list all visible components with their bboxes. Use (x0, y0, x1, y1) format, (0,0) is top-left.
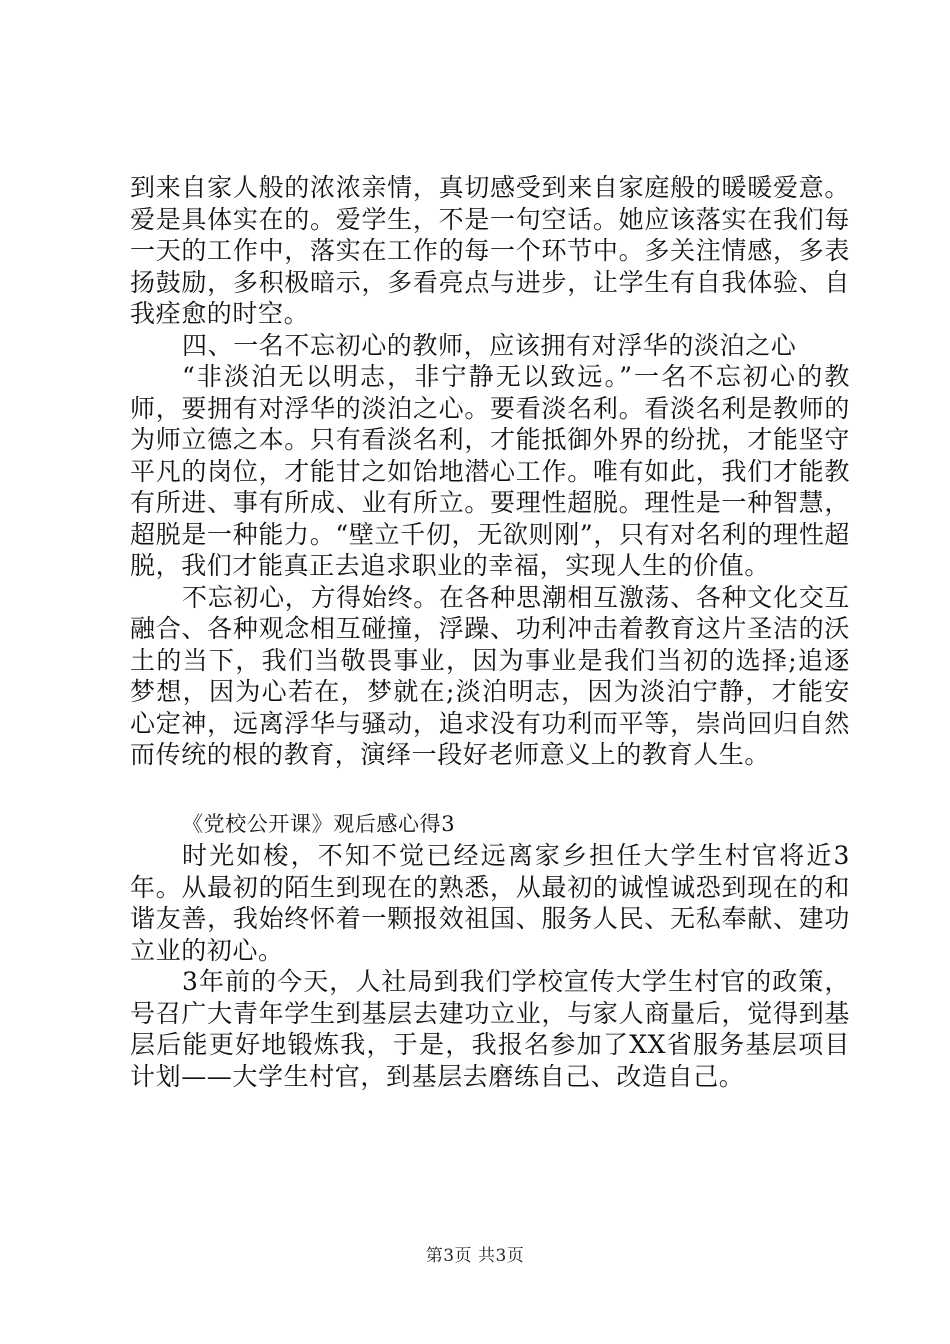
section-heading-four: 四、一名不忘初心的教师，应该拥有对浮华的淡泊之心 (182, 330, 797, 360)
paragraph-village-official: 时光如梭，不知不觉已经远离家乡担任大学生村官将近3年。从最初的陌生到现在的熟悉，从最初的诚惶诚恐到现在的和谐友善，我始终怀着一颗报效祖国、服务人民、无私奉献、建功立业的初心。 (130, 841, 850, 965)
paragraph-continuation: 到来自家人般的浓浓亲情，真切感受到来自家庭般的暖暖爱意。爱是具体实在的。爱学生，不是一句空话。她应该落实在我们每一天的工作中，落实在工作的每一个环节中。多关注情感，多表扬鼓励，多积极暗示，多看亮点与进步，让学生有自我体验、自我痊愈的时空。 (130, 173, 850, 328)
paragraph-conclusion: 不忘初心，方得始终。在各种思潮相互激荡、各种文化交互融合、各种观念相互碰撞，浮躁、功利冲击着教育这片圣洁的沃土的当下，我们当敬畏事业，因为事业是我们当初的选择;追逐梦想，因为心若在，梦就在;淡泊明志，因为淡泊宁静，才能安心定神，远离浮华与骚动，追求没有功利而平等，崇尚回归自然而传统的根的教育，演绎一段好老师意义上的教育人生。 (130, 582, 850, 769)
paragraph-indifference: “非淡泊无以明志，非宁静无以致远。”一名不忘初心的教师，要拥有对浮华的淡泊之心。要看淡名利。看淡名利是教师的为师立德之本。只有看淡名利，才能抵御外界的纷扰，才能坚守平凡的岗位，才能甘之如饴地潜心工作。唯有如此，我们才能教有所进、事有所成、业有所立。要理性超脱。理性是一种智慧，超脱是一种能力。“壁立千仞，无欲则刚”，只有对名利的理性超脱，我们才能真正去追求职业的幸福，实现人生的价值。 (130, 362, 850, 580)
page-footer: 第3页 共3页 (425, 1246, 525, 1266)
paragraph-three-years-ago: 3年前的今天，人社局到我们学校宣传大学生村官的政策，号召广大青年学生到基层去建功立业，与家人商量后，觉得到基层后能更好地锻炼我，于是，我报名参加了XX省服务基层项目计划——大学生村官，到基层去磨练自己、改造自己。 (130, 967, 850, 1091)
document-body (130, 172, 850, 1092)
essay-title: 《党校公开课》观后感心得3 (182, 811, 456, 836)
